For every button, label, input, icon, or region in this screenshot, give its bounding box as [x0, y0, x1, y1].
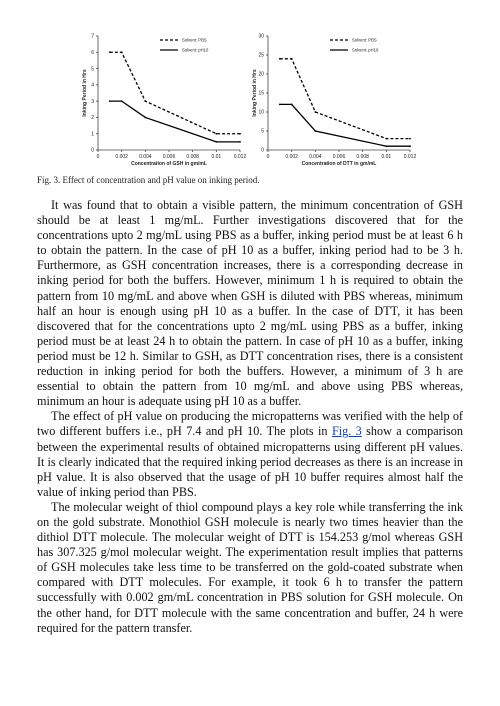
paragraph-text: The effect of pH value on producing the micropatterns was verified with the help of two different buffers i.e., pH 7.4 and pH 10. The plots in	[37, 409, 463, 439]
y-tick-label: 3	[91, 98, 94, 105]
data-point	[409, 138, 411, 140]
series-line-pbs	[110, 52, 240, 133]
x-tick-label: 0.012	[233, 154, 247, 160]
series-line-ph10	[280, 104, 410, 146]
y-tick-label: 15	[258, 90, 264, 97]
x-tick-label: 0.01	[211, 154, 222, 160]
legend-label: Solvent: PBS	[182, 37, 207, 43]
figure-caption: Fig. 3. Effect of concentration and pH value on inking period.	[37, 175, 260, 185]
data-point	[314, 111, 316, 113]
data-point	[144, 100, 146, 102]
figure-3-link[interactable]: Fig. 3	[331, 424, 362, 439]
data-point	[409, 145, 411, 147]
x-tick-label: 0.002	[115, 154, 128, 160]
x-tick-label: 0.006	[162, 154, 176, 160]
data-point	[314, 130, 316, 132]
y-tick-label: 7	[91, 33, 94, 40]
data-point	[121, 100, 123, 102]
chart-svg	[250, 30, 422, 170]
data-point	[279, 58, 281, 60]
paragraph-text: show a comparison between the experimental results of obtained micropatterns using different pH values. It is clearly indicated that the required inking period decreases as there is an increase in pH value. It is also observed that the usage of pH 10 buffer requires almost half the value of inking period than PBS.	[37, 424, 463, 499]
y-tick-label: 1	[91, 131, 94, 138]
article-body	[37, 198, 463, 636]
paragraph-concentration: It was found that to obtain a visible pattern, the minimum concentration of GSH should be at least 1 mg/mL. Further investigations discovered that for the concentrations upto 2 mg/mL using PBS as a buffer, inking period must be at least 6 h to obtain the pattern. In the case of pH 10 as a buffer, inking period had to be 3 h. Furthermore, as GSH concentration increases, there is a corresponding decrease in inking period for both the buffers. However, minimum 1 h is required to obtain the pattern from 10 mg/mL and above when GSH is diluted with PBS whereas, minimum half an hour is enough using pH 10 as a buffer. In the case of DTT, it has been discovered that for the concentrations upto 2 mg/mL using PBS as a buffer, inking period must be at least 24 h to obtain the pattern. In case of pH 10 as a buffer, inking period must be 12 h. Similar to GSH, as DTT concentration rises, there is a consistent reduction in inking period for both the buffers. However, a minimum of 3 h are essential to obtain the pattern from 10 mg/mL and above using PBS whereas, minimum an hour is adequate using pH 10 as a buffer.	[37, 198, 463, 409]
data-point	[109, 51, 111, 53]
x-tick-label: 0.004	[139, 154, 152, 160]
y-tick-label: 20	[258, 71, 264, 78]
data-point	[291, 104, 293, 106]
data-point	[109, 100, 111, 102]
data-point	[121, 51, 123, 53]
series-line-ph10	[110, 101, 240, 142]
data-point	[215, 133, 217, 135]
chart-svg	[80, 30, 252, 170]
x-tick-label: 0.006	[332, 154, 346, 160]
y-tick-label: 5	[91, 66, 94, 73]
x-axis-title: Concentration of DTT in gm/mL	[301, 161, 377, 167]
legend-label: Solvent: pH10	[182, 47, 209, 53]
x-tick-label: 0	[96, 154, 100, 160]
data-point	[239, 141, 241, 143]
y-axis-title: Inking Period in Hrs	[82, 69, 88, 117]
dtt-inking-chart	[250, 30, 422, 170]
data-point	[215, 141, 217, 143]
y-tick-label: 2	[91, 115, 94, 122]
data-point	[385, 138, 387, 140]
data-point	[291, 58, 293, 60]
y-tick-label: 4	[91, 82, 94, 89]
y-tick-label: 5	[261, 128, 264, 135]
x-tick-label: 0.012	[403, 154, 417, 160]
y-tick-label: 10	[258, 109, 264, 116]
x-tick-label: 0	[266, 154, 270, 160]
x-tick-label: 0.004	[309, 154, 322, 160]
y-tick-label: 0	[91, 147, 94, 154]
x-tick-label: 0.008	[186, 154, 199, 160]
x-tick-label: 0.008	[356, 154, 369, 160]
gsh-inking-chart	[80, 30, 252, 170]
paragraph-ph-effect	[37, 409, 463, 500]
legend-label: Solvent: PBS	[352, 37, 377, 43]
x-axis-title: Concentration of GSH in gm/mL	[131, 161, 207, 167]
y-tick-label: 25	[258, 52, 264, 59]
y-axis-title: Inking Period in Hrs	[252, 69, 258, 117]
x-tick-label: 0.01	[381, 154, 392, 160]
y-tick-label: 6	[91, 49, 94, 56]
data-point	[144, 117, 146, 119]
data-point	[279, 104, 281, 106]
legend-label: Solvent: pH10	[352, 47, 379, 53]
series-line-pbs	[280, 59, 410, 139]
y-tick-label: 30	[258, 33, 264, 40]
data-point	[239, 133, 241, 135]
y-tick-label: 0	[261, 147, 264, 154]
paragraph-molecular-weight: The molecular weight of thiol compound plays a key role while transferring the ink on the gold substrate. Monothiol GSH molecule is nearly two times heavier than the dithiol DTT molecule. The molecular weight of DTT is 154.253 g/mol whereas GSH has 307.325 g/mol molecular weight. The experimentation result implies that patterns of GSH molecules take less time to be transferred on the gold-coated substrate when compared with DTT molecules. For example, it took 6 h to transfer the pattern successfully with 0.002 gm/mL concentration in PBS solution for GSH molecule. On the other hand, for DTT molecule with the same concentration and buffer, 24 h were required for the pattern transfer.	[37, 499, 463, 635]
data-point	[385, 145, 387, 147]
x-tick-label: 0.002	[285, 154, 298, 160]
